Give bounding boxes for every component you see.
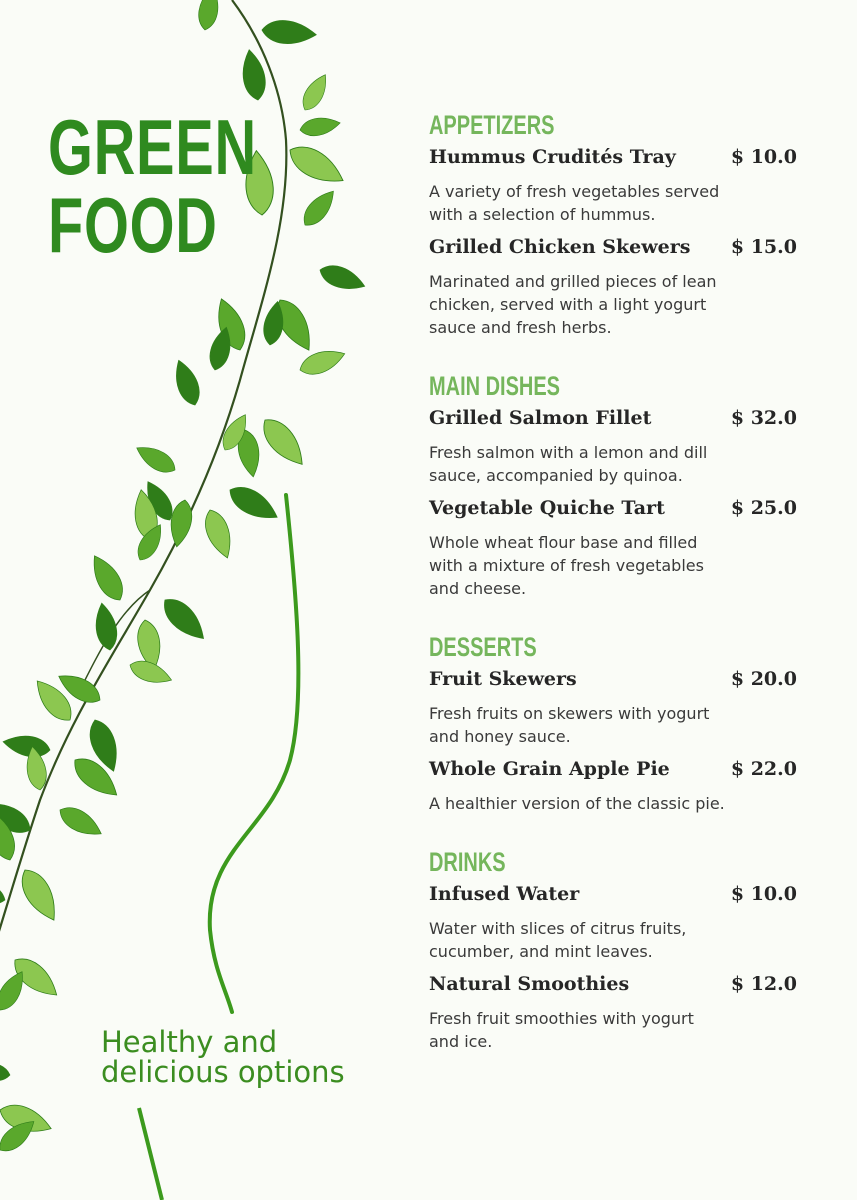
tagline-line-1: Healthy and [101,1025,278,1059]
section-desserts [429,632,801,815]
item-name: Grilled Chicken Skewers [429,236,691,258]
section-drinks [429,847,801,1053]
item-name: Natural Smoothies [429,973,630,995]
item-description: A healthier version of the classic pie. [429,794,725,813]
leaf-icon [0,1059,11,1083]
item-price: $ 22.0 [730,758,797,780]
leaf-icon [297,344,349,379]
leaf-icon [298,185,341,231]
item-description: Whole wheat flour base and filled with a mixture of fresh vegetables and cheese. [429,533,704,598]
menu-item [429,146,801,226]
item-price: $ 25.0 [730,497,797,519]
menu-list [429,110,801,1085]
leaf-icon [299,114,342,138]
leaf-icon [15,864,65,926]
item-price: $ 15.0 [730,236,797,258]
item-name: Infused Water [429,883,580,905]
title-line-2: FOOD [48,181,218,269]
leaf-icon [256,412,312,472]
item-name: Fruit Skewers [429,668,577,690]
leaf-icon [196,0,222,32]
leaf-icon [1,732,51,760]
item-description: Marinated and grilled pieces of lean chicken, served with a light yogurt sauce and fresh herbs. [429,272,717,337]
leaf-icon [284,139,350,192]
item-name: Hummus Crudités Tray [429,146,676,168]
leaf-icon [169,357,204,409]
leaf-icon [55,801,106,842]
item-description: Water with slices of citrus fruits, cucumber, and mint leaves. [429,919,687,961]
item-price: $ 10.0 [730,146,797,168]
item-description: Fresh fruits on skewers with yogurt and honey sauce. [429,704,710,746]
item-name: Vegetable Quiche Tart [429,497,665,519]
menu-item [429,883,801,963]
section-title: DRINKS [429,847,506,877]
section-title: DESSERTS [429,632,537,662]
leaf-icon [317,261,369,296]
leaf-icon [85,550,129,605]
tagline [101,1027,401,1087]
leaf-icon [157,592,212,647]
green-curve-line-icon [210,495,299,1012]
title-line-1: GREEN [48,103,257,191]
leaf-icon [224,480,283,527]
menu-item [429,407,801,487]
section-title: MAIN DISHES [429,371,561,401]
item-description: Fresh fruit smoothies with yogurt and ice. [429,1009,694,1051]
section-title: APPETIZERS [429,110,555,140]
section-main-dishes [429,371,801,600]
item-price: $ 20.0 [730,668,797,690]
item-price: $ 32.0 [730,407,797,429]
section-appetizers [429,110,801,339]
item-price: $ 10.0 [730,883,797,905]
leaf-icon [200,506,238,561]
item-price: $ 12.0 [730,973,797,995]
menu-item [429,758,801,815]
leaf-icon [132,440,180,478]
item-description: Fresh salmon with a lemon and dill sauce, accompanied by quinoa. [429,443,708,485]
item-description: A variety of fresh vegetables served with a selection of hummus. [429,182,720,224]
page-title [48,103,257,269]
leaf-icon [298,70,333,114]
menu-item [429,236,801,339]
menu-item [429,497,801,600]
leaf-icon [92,601,120,651]
menu-item [429,973,801,1053]
green-curve-line-bottom-icon [139,1108,162,1200]
item-name: Whole Grain Apple Pie [429,758,670,780]
leaf-icon [261,19,317,46]
menu-item [429,668,801,748]
tagline-line-2: delicious options [101,1055,345,1089]
item-name: Grilled Salmon Fillet [429,407,652,429]
